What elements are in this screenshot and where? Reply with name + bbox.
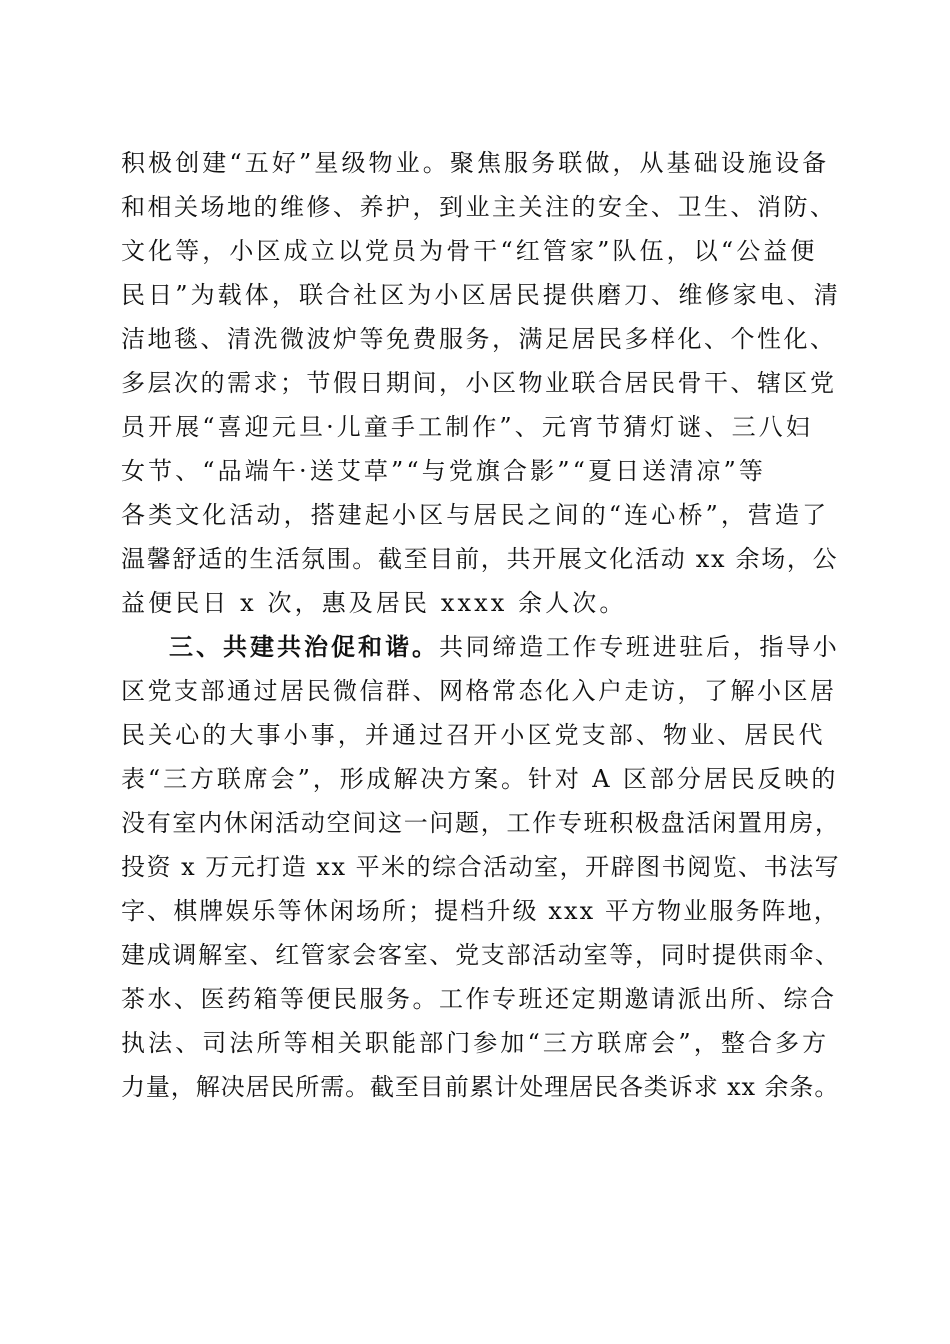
paragraph2-line: 执法、司法所等相关职能部门参加“三方联席会”，整合多方	[121, 1029, 830, 1057]
paragraph2-line: 建成调解室、红管家会客室、党支部活动室等，同时提供雨伞、	[121, 941, 841, 969]
section-heading: 三、共建共治促和谐。	[169, 633, 439, 661]
paragraph1-line: 和相关场地的维修、养护，到业主关注的安全、卫生、消防、	[121, 193, 837, 221]
paragraph2-line: 投资 x 万元打造 xx 平米的综合活动室，开辟图书阅览、书法写	[121, 853, 841, 881]
paragraph2-line: 茶水、医药箱等便民服务。工作专班还定期邀请派出所、综合	[121, 985, 837, 1013]
paragraph2-line: 区党支部通过居民微信群、网格常态化入户走访，了解小区居	[121, 677, 837, 705]
document-body	[121, 0, 841, 1344]
paragraph1-line: 多层次的需求；节假日期间，小区物业联合居民骨干、辖区党	[121, 369, 837, 397]
paragraph2-line: 民关心的大事小事，并通过召开小区党支部、物业、居民代	[121, 721, 826, 749]
paragraph2-line: 力量，解决居民所需。截至目前累计处理居民各类诉求 xx 余条。	[121, 1073, 840, 1101]
paragraph1-line: 温馨舒适的生活氛围。截至目前，共开展文化活动 xx 余场，公	[121, 545, 839, 573]
paragraph2-first-line	[169, 632, 840, 662]
paragraph1-line: 员开展“喜迎元旦·儿童手工制作”、元宵节猜灯谜、三八妇	[121, 413, 813, 441]
paragraph1-line: 各类文化活动，搭建起小区与居民之间的“连心桥”，营造了	[121, 501, 830, 529]
paragraph1-line: 文化等，小区成立以党员为骨干“红管家”队伍，以“公益便	[121, 237, 818, 265]
paragraph1-line: 益便民日 x 次，惠及居民 xxxx 余人次。	[121, 589, 627, 617]
paragraph1-line: 洁地毯、清洗微波炉等免费服务，满足居民多样化、个性化、	[121, 325, 837, 353]
paragraph1-line: 女节、“品端午·送艾草”“与党旗合影”“夏日送清凉”等	[121, 457, 766, 485]
paragraph1-line: 积极创建“五好”星级物业。聚焦服务联做，从基础设施设备	[121, 149, 830, 177]
paragraph2-line: 字、棋牌娱乐等休闲场所；提档升级 xxx 平方物业服务阵地，	[121, 897, 840, 925]
paragraph1-line: 民日”为载体，联合社区为小区居民提供磨刀、维修家电、清	[121, 281, 841, 309]
paragraph2-line: 表“三方联席会”，形成解决方案。针对 A 区部分居民反映的	[121, 765, 839, 793]
paragraph2-first-line-text: 共同缔造工作专班进驻后，指导小	[439, 633, 840, 661]
paragraph2-line: 没有室内休闲活动空间这一问题，工作专班积极盘活闲置用房，	[121, 809, 841, 837]
